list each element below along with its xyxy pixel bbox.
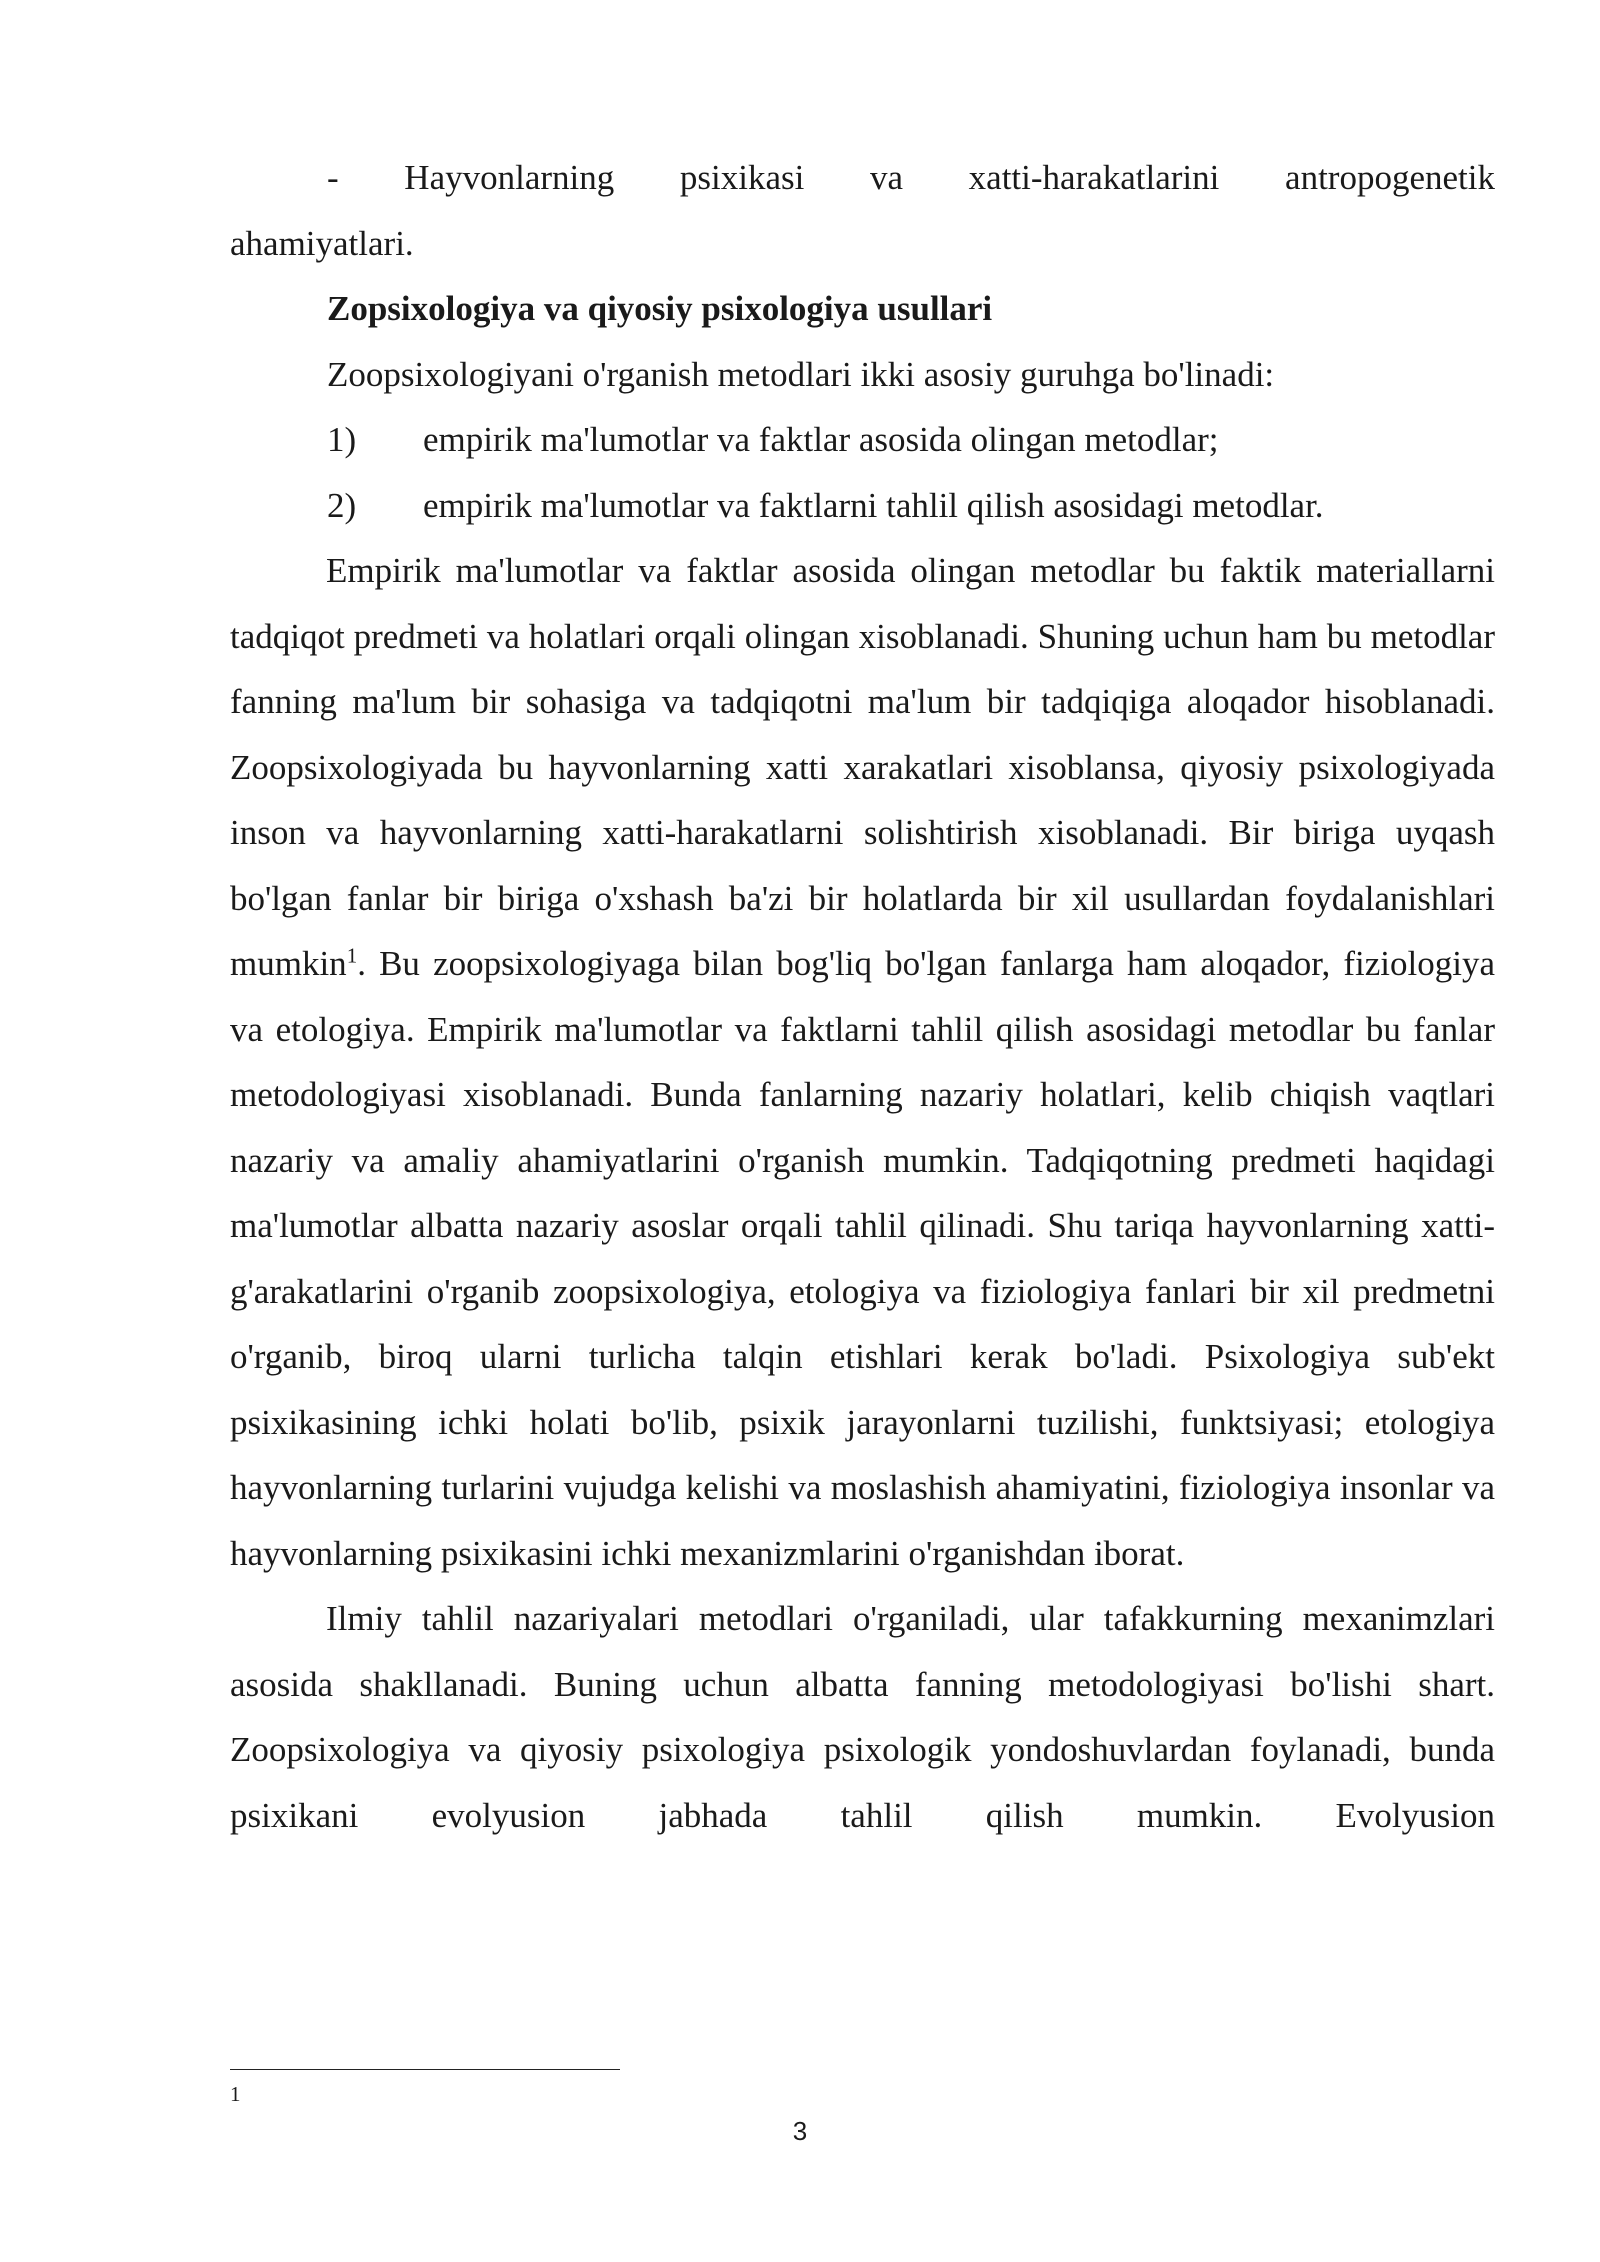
list-item-number: 1)	[327, 420, 357, 459]
body-paragraph-2: Ilmiy tahlil nazariyalari metodlari o'rganiladi, ular tafakkurning mexanimzlari asosida shakllanadi. Buning uchun albatta fanning metodologiyasi bo'lishi shart. Zoopsixologiya va qiyosiy psixologiya psixologik yondoshuvlardan foylanadi, bunda psixikani evolyusion jabhada tahlil qilish mumkin. Evolyusion	[230, 1599, 1495, 1835]
document-body	[230, 145, 1495, 1848]
intro-word: Hayvonlarning	[404, 158, 615, 197]
body-paragraph-1	[230, 538, 1495, 1586]
list-item-text: empirik ma'lumotlar va faktlar asosida olingan metodlar;	[423, 420, 1219, 459]
footnote-reference[interactable]: 1	[346, 943, 358, 968]
paragraph-text: . Bu zoopsixologiyaga bilan bog'liq bo'lgan fanlarga ham aloqador, fiziologiya va etologiya. Empirik ma'lumotlar va faktlarni tahlil qilish asosidagi metodlar bu fanlar metodologiyasi xisoblanadi. Bunda fanlarning nazariy holatlari, kelib chiqish vaqtlari nazariy va amaliy ahamiyatlarini o'rganish mumkin. Tadqiqotning predmeti haqidagi ma'lumotlar albatta nazariy asoslar orqali tahlil qilinadi. Shu tariqa hayvonlarning xatti-g'arakatlarini o'rganib zoopsixologiya, etologiya va fiziologiya fanlari bir xil predmetni o'rganib, biroq ularni turlicha talqin etishlari kerak bo'ladi. Psixologiya sub'ekt psixikasining ichki holati bo'lib, psixik jarayonlarni tuzilishi, funktsiyasi; etologiya hayvonlarning turlarini vujudga kelishi va moslashish ahamiyatini, fiziologiya insonlar va hayvonlarning psixikasini ichki mexanizmlarini o'rganishdan iborat.	[230, 944, 1495, 1573]
section-heading: Zopsixologiya va qiyosiy psixologiya usullari	[327, 289, 993, 328]
intro-word: xatti-harakatlarini	[968, 158, 1220, 197]
footnote-separator	[230, 2069, 620, 2070]
list-item	[327, 473, 1495, 539]
footnote-number: 1	[230, 2082, 241, 2106]
paragraph-text: Empirik ma'lumotlar va faktlar asosida olingan metodlar bu faktik materiallarni tadqiqot predmeti va holatlari orqali olingan xisoblanadi. Shuning uchun ham bu metodlar fanning ma'lum bir sohasiga va tadqiqotni ma'lum bir tadqiqiga aloqador hisoblanadi. Zoopsixologiyada bu hayvonlarning xatti xarakatlari xisoblansa, qiyosiy psixologiyada inson va hayvonlarning xatti-harakatlarni solishtirish xisoblanadi. Bir biriga uyqash bo'lgan fanlar bir biriga o'xshash ba'zi bir holatlarda bir xil usullardan foydalanishlari mumkin	[230, 551, 1495, 983]
list-item-number: 2)	[327, 485, 357, 525]
intro-word: psixikasi	[679, 158, 805, 197]
intro-word: antropogenetik	[1285, 158, 1495, 197]
page-number: 3	[792, 2116, 808, 2146]
intro-word: va	[869, 158, 904, 197]
list-item	[327, 407, 1495, 473]
intro-continuation: ahamiyatlari.	[230, 223, 414, 263]
bullet-dash: -	[327, 158, 339, 197]
list-item-text: empirik ma'lumotlar va faktlarni tahlil qilish asosidagi metodlar.	[423, 485, 1324, 525]
intro-line	[327, 145, 1495, 211]
lead-sentence: Zoopsixologiyani o'rganish metodlari ikki asosiy guruhga bo'linadi:	[327, 354, 1275, 394]
